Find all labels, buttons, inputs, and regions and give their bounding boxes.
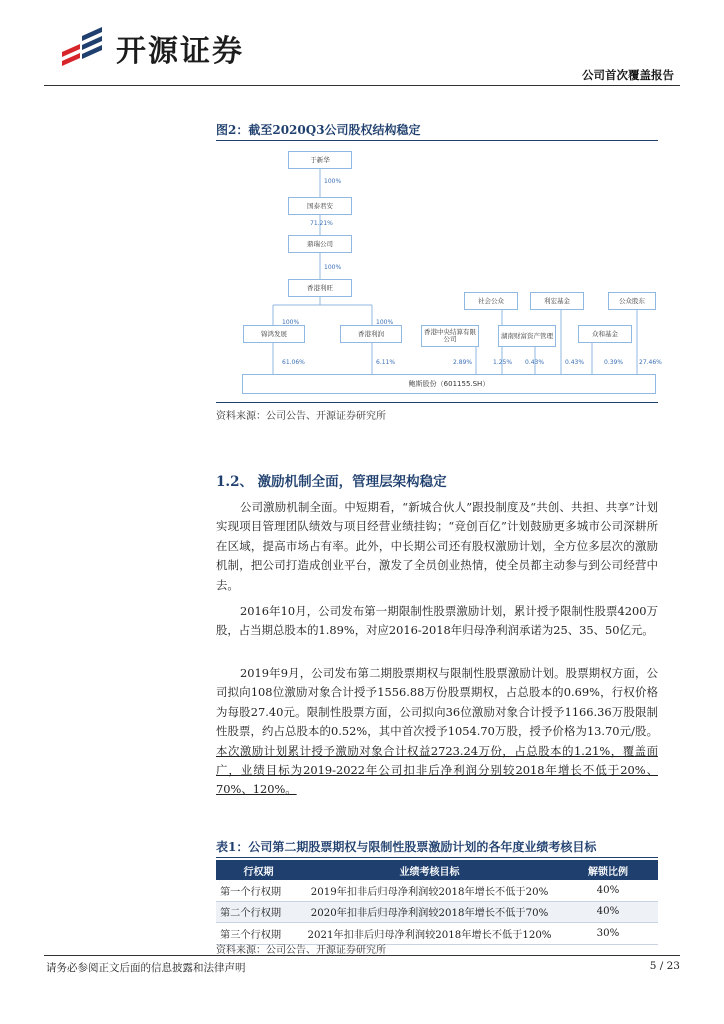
pct-label: 0.43% xyxy=(565,359,585,366)
pct-label: 0.39% xyxy=(604,359,624,366)
pct-label: 100% xyxy=(324,264,342,271)
paragraph-text: 2016年10月，公司发布第一期限制性股票激励计划，累计授予限制性股票4200万股，占当期总股本的1.89%，对应2016-2018年归母净利润承诺为25、35、50亿元。 xyxy=(216,604,658,638)
paragraph-plain: 2019年9月，公司发布第二期股票期权与限制性股票激励计划。股票期权方面，公司拟向108位激励对象合计授予1556.88万份股票期权，占总股本的0.69%，行权价格为每股27.40元。限制性股票方面，公司拟向36位激励对象合计授予1166.36万股限制性股票，约占总股本的0.52%，其中首次授予1054.70万股，授予价格为13.70元/股。 xyxy=(216,666,658,739)
node-lihong-fund: 利宏基金 xyxy=(530,292,584,310)
node-public: 社会公众 xyxy=(464,292,518,310)
brand-logo-icon xyxy=(58,22,114,68)
header-rule xyxy=(44,85,680,86)
kpi-table xyxy=(216,860,658,945)
footer-rule xyxy=(44,955,680,956)
node-dingrui: 鼎瑞公司 xyxy=(288,235,352,253)
pct-label: 0.43% xyxy=(525,359,545,366)
pct-label: 27.46% xyxy=(639,359,662,366)
table-cell: 2021年扣非后归母净利润较2018年增长不低于120% xyxy=(301,923,558,945)
table-cell: 第二个行权期 xyxy=(216,901,301,923)
pct-label: 100% xyxy=(376,319,394,326)
body-paragraph-2 xyxy=(216,602,658,641)
node-zhonghe-fund: 众和基金 xyxy=(578,325,632,343)
table-row xyxy=(216,880,658,901)
table-cell: 40% xyxy=(558,901,658,923)
node-hunan-wealth: 湖南财富资产管理 xyxy=(498,325,556,347)
pct-label: 100% xyxy=(324,178,342,185)
left-margin xyxy=(0,110,196,940)
paragraph-underlined: 本次激励计划累计授予激励对象合计权益2723.24万份，占总股本的1.21%，覆盖面广，业绩目标为2019-2022年公司扣非后净利润分别较2018年增长不低于20%、70%、120%。 xyxy=(216,743,658,797)
node-hk-lirun: 香港利润 xyxy=(340,325,402,343)
table-header-ratio: 解锁比例 xyxy=(558,860,658,880)
table-cell: 第三个行权期 xyxy=(216,923,301,945)
table-source: 资料来源：公司公告、开源证券研究所 xyxy=(216,945,386,956)
table-header-period: 行权期 xyxy=(216,860,301,880)
brand-name: 开源证券 xyxy=(116,34,244,69)
figure-bottom-rule xyxy=(216,402,658,403)
ownership-chart xyxy=(216,142,662,400)
table-title: 表1：公司第二期股票期权与限制性股票激励计划的各年度业绩考核目标 xyxy=(216,840,597,854)
pct-label: 1.25% xyxy=(493,359,513,366)
node-company: 鲍斯股份（601155.SH） xyxy=(242,374,656,394)
node-yu-xinhua: 于新华 xyxy=(288,151,352,169)
table-row xyxy=(216,901,658,923)
table-cell: 2019年扣非后归母净利润较2018年增长不低于20% xyxy=(301,880,558,901)
section-heading: 1.2、 激励机制全面，管理层架构稳定 xyxy=(216,474,447,490)
pct-label: 6.11% xyxy=(376,359,396,366)
figure-title-rule xyxy=(216,140,658,141)
footer-disclaimer: 请务必参阅正文后面的信息披露和法律声明 xyxy=(46,962,246,974)
table-cell: 30% xyxy=(558,923,658,945)
node-hk-liwang: 香港利旺 xyxy=(288,279,352,297)
node-public-holders: 公众股东 xyxy=(608,292,656,310)
figure-title: 图2：截至2020Q3公司股权结构稳定 xyxy=(216,123,421,137)
table-cell: 第一个行权期 xyxy=(216,880,301,901)
figure-source: 资料来源：公司公告、开源证券研究所 xyxy=(216,411,386,422)
pct-label: 100% xyxy=(282,319,300,326)
table-cell: 40% xyxy=(558,880,658,901)
node-hkscc: 香港中央结算有限公司 xyxy=(421,325,479,347)
table-header-target: 业绩考核目标 xyxy=(301,860,558,880)
pct-label: 61.06% xyxy=(282,359,305,366)
table-title-rule xyxy=(216,857,658,858)
node-jinhong: 锦鸿发展 xyxy=(243,325,305,343)
brand-logo xyxy=(58,22,268,68)
paragraph-text xyxy=(216,664,658,800)
report-type: 公司首次覆盖报告 xyxy=(582,68,674,82)
page-number: 5 / 23 xyxy=(649,960,680,972)
node-guotai-junan: 国泰君安 xyxy=(288,197,352,215)
pct-label: 2.89% xyxy=(453,359,473,366)
body-paragraph-3 xyxy=(216,664,658,800)
paragraph-text: 公司激励机制全面。中短期看，“新城合伙人”跟投制度及“共创、共担、共享”计划实现项目管理团队绩效与项目经营业绩挂钩；“竞创百亿”计划鼓励更多城市公司深耕所在区域，提高市场占有率。此外，中长期公司还有股权激励计划，全方位多层次的激励机制，把公司打造成创业平台，激发了全员创业热情，使全员都主动参与到公司经营中去。 xyxy=(216,500,658,592)
table-header-row xyxy=(216,860,658,880)
pct-label: 71.21% xyxy=(310,220,333,227)
body-paragraph-1 xyxy=(216,498,658,595)
table-cell: 2020年扣非后归母净利润较2018年增长不低于70% xyxy=(301,901,558,923)
